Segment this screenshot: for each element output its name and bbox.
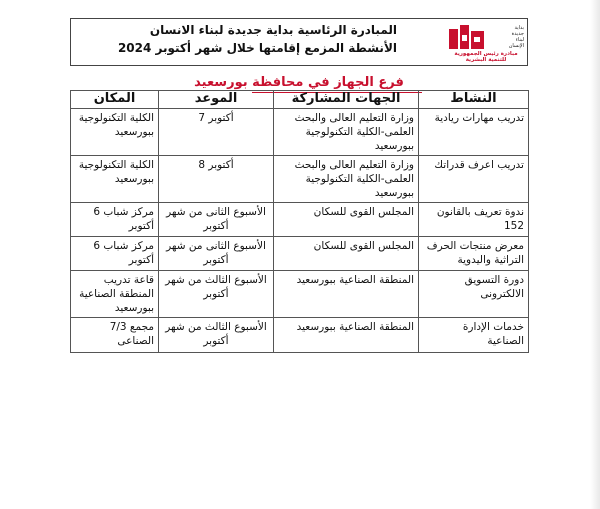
date-cell: الأسبوع الثانى من شهر أكتوبر [159,203,274,237]
date-cell: أكتوبر 7 [159,109,274,156]
logo-line: جديدة [511,31,524,37]
table-header-row [71,91,529,109]
table-row [71,271,529,318]
parties-cell: المنطقة الصناعية ببورسعيد [274,271,419,318]
activity-cell: ندوة تعريف بالقانون 152 [419,203,529,237]
table-row [71,237,529,271]
header-title: المبادرة الرئاسية بداية جديدة لبناء الانسان [149,23,397,37]
page-edge-shadow [590,0,600,509]
activity-cell: معرض منتجات الحرف التراثية واليدوية [419,237,529,271]
table-row [71,109,529,156]
date-cell: الأسبوع الثانى من شهر أكتوبر [159,237,274,271]
place-cell: الكلية التكنولوجية ببورسعيد [71,156,159,203]
parties-cell: وزارة التعليم العالى والبحث العلمى-الكلية التكنولوجية ببورسعيد [274,156,419,203]
activity-cell: خدمات الإدارة الصناعية [419,318,529,353]
logo-line: الإنسان [508,43,524,49]
place-cell: قاعة تدريب المنطقة الصناعية ببورسعيد [71,271,159,318]
header-subtitle: الأنشطة المزمع إقامتها خلال شهر أكتوبر 2024 [117,41,397,55]
date-cell: الأسبوع الثالث من شهر أكتوبر [159,318,274,353]
activity-cell: تدريب اعرف قدراتك [419,156,529,203]
header-parties: الجهات المشاركة [274,91,419,109]
place-cell: مركز شباب 6 أكتوبر [71,203,159,237]
activities-table [70,90,529,353]
logo-footer-line1: مبادرة رئيس الجمهورية [454,51,518,57]
place-cell: مركز شباب 6 أكتوبر [71,237,159,271]
table-row [71,156,529,203]
logo-mark-icon [447,23,487,51]
header-date: الموعد [159,91,274,109]
parties-cell: المنطقة الصناعية ببورسعيد [274,318,419,353]
branch-title: فرع الجهاز في محافظة بورسعيد [194,75,404,90]
logo-footer-line2: للتنمية البشرية [465,57,507,63]
table-row [71,203,529,237]
date-cell: الأسبوع الثالث من شهر أكتوبر [159,271,274,318]
header-place: المكان [71,91,159,109]
parties-cell: وزارة التعليم العالى والبحث العلمى-الكلية التكنولوجية ببورسعيد [274,109,419,156]
header-activity: النشاط [419,91,529,109]
logo-line: لبناء [515,37,524,43]
logo-small-text [488,25,524,49]
document-header [70,18,528,66]
parties-cell: المجلس القوى للسكان [274,237,419,271]
date-cell: أكتوبر 8 [159,156,274,203]
initiative-logo [447,23,525,63]
parties-cell: المجلس القوى للسكان [274,203,419,237]
activity-cell: تدريب مهارات ريادية [419,109,529,156]
activity-cell: دورة التسويق الالكترونى [419,271,529,318]
place-cell: الكلية التكنولوجية ببورسعيد [71,109,159,156]
logo-line: بداية [514,25,524,31]
table-row [71,318,529,353]
place-cell: مجمع 7/3 الصناعى [71,318,159,353]
